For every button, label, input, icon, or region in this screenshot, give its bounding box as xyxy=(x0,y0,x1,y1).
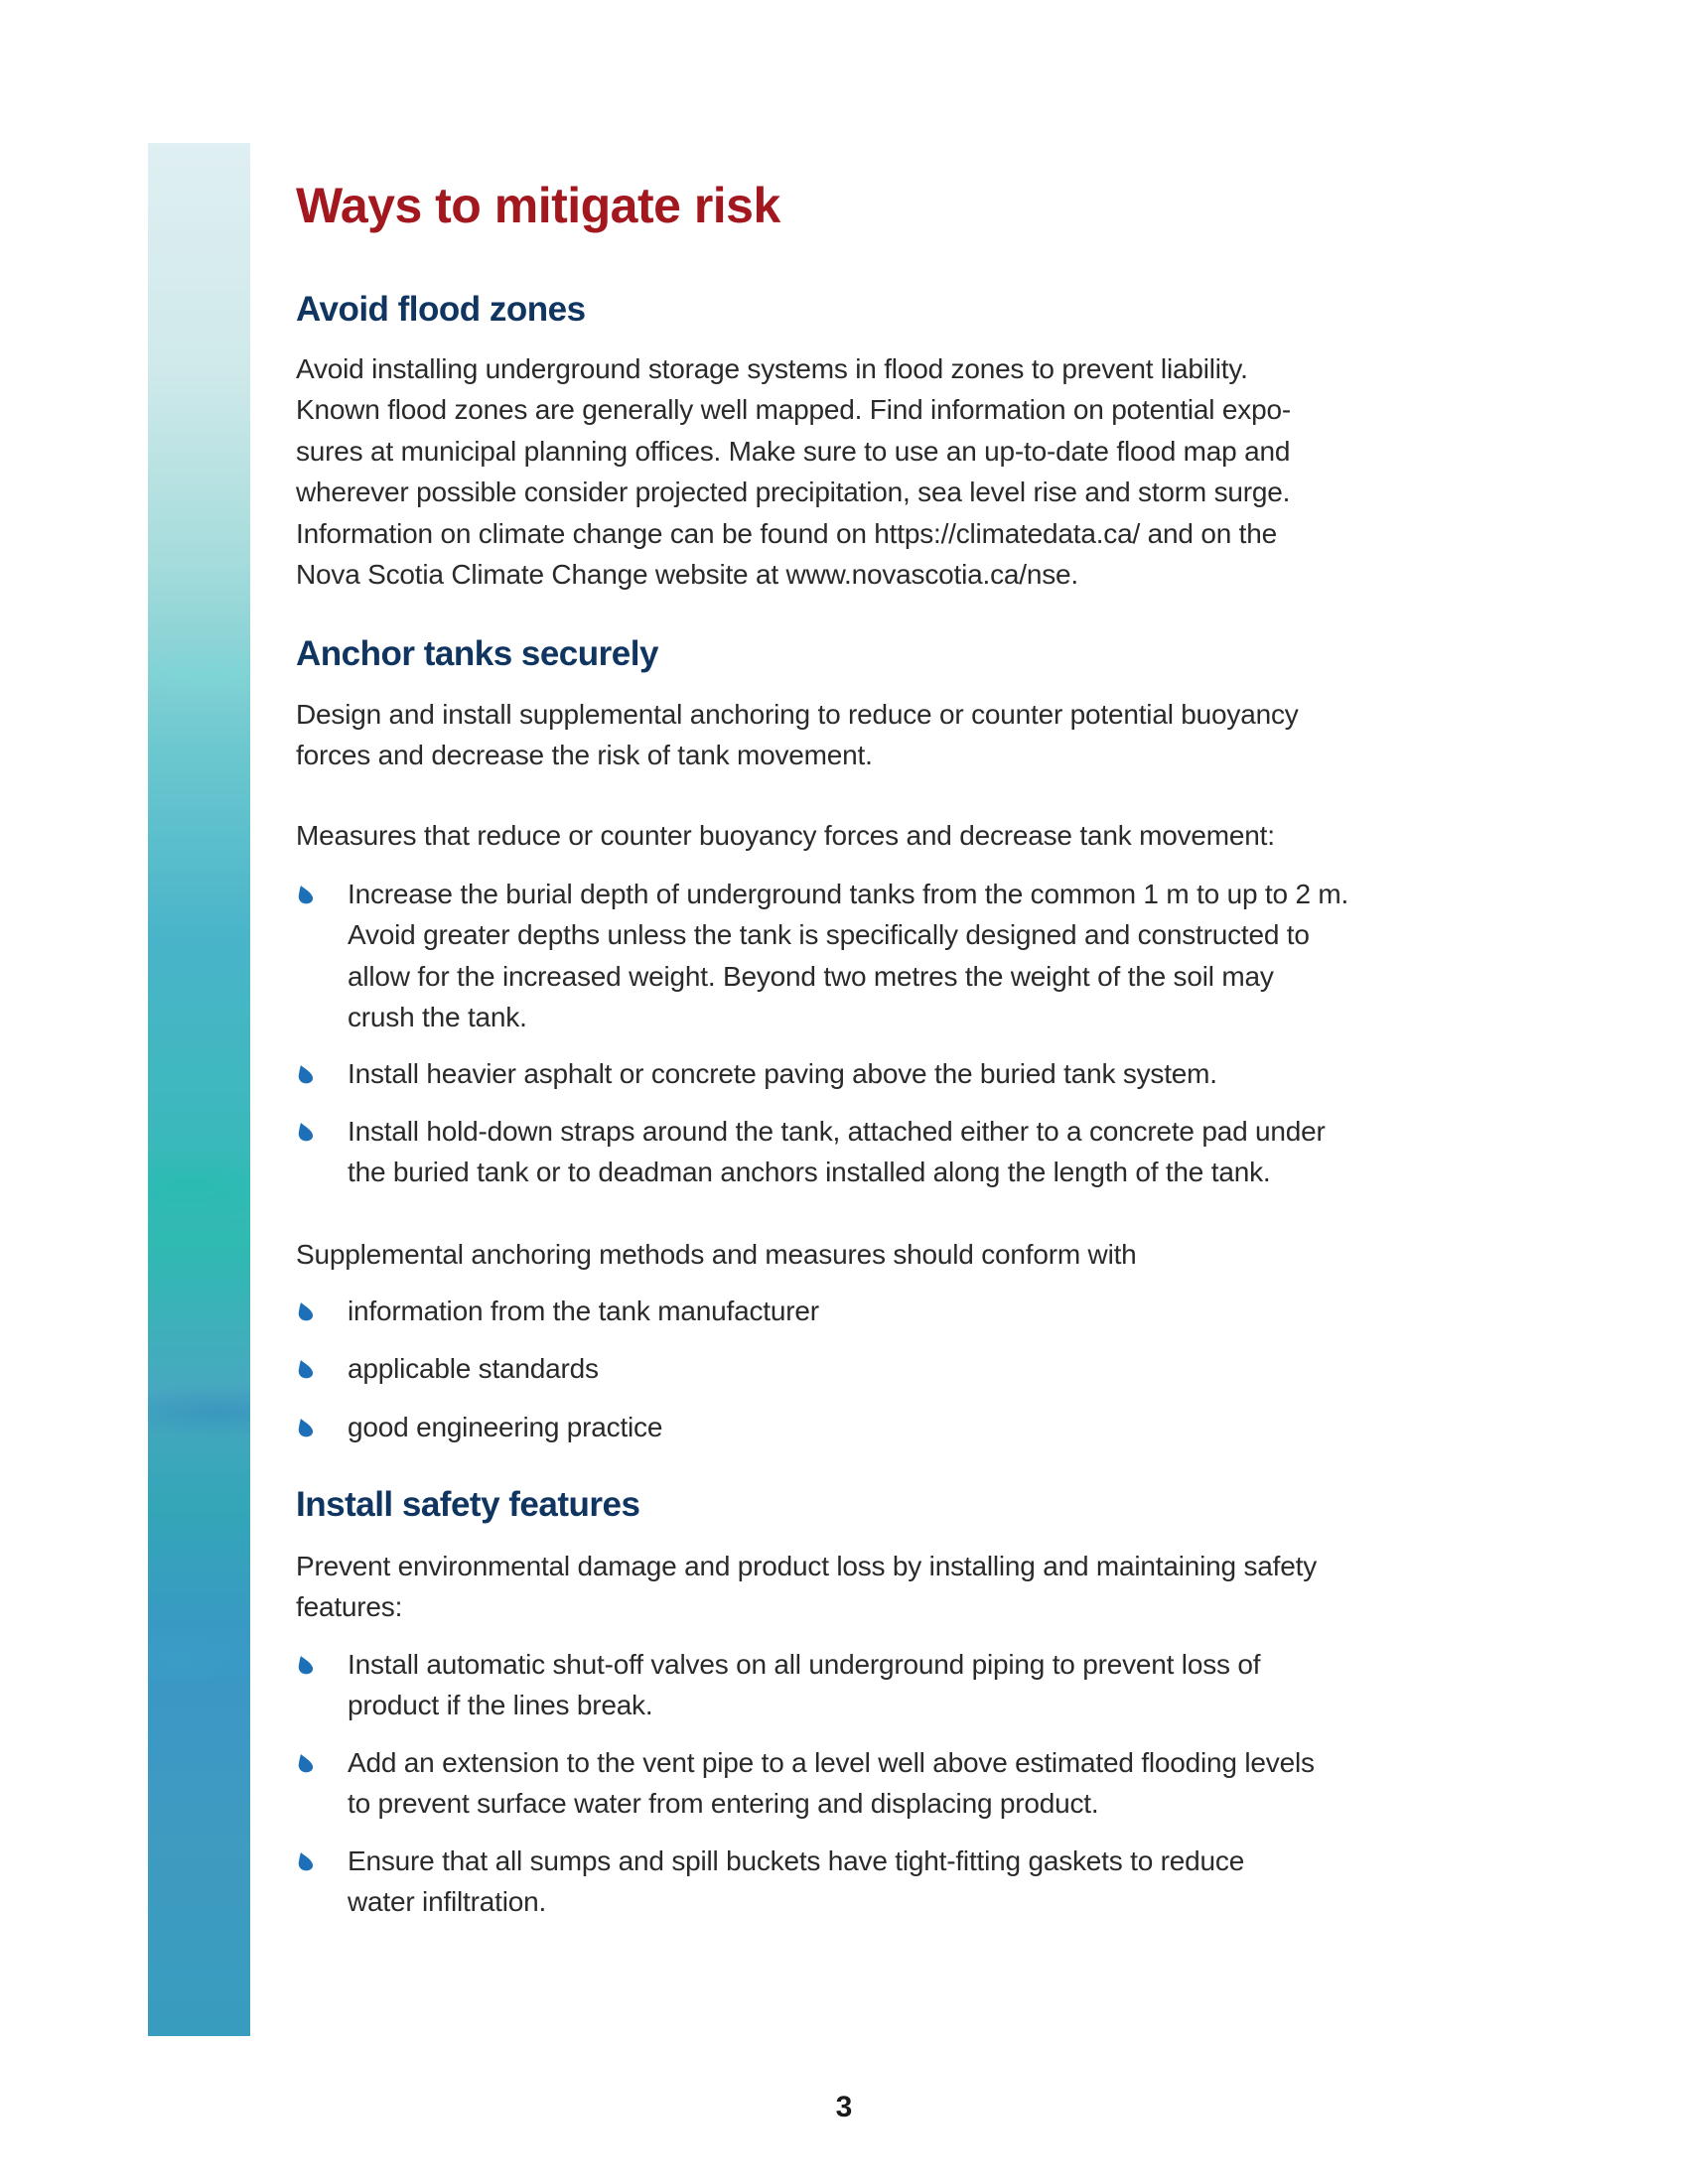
section-paragraph-avoid-flood-zones xyxy=(296,348,1291,595)
paragraph-line: sures at municipal planning offices. Make sure to use an up-to-date flood map and xyxy=(296,435,1291,467)
section-heading-anchor-tanks: Anchor tanks securely xyxy=(296,634,658,673)
paragraph-line: Known flood zones are generally well mapped. Find information on potential expo- xyxy=(296,394,1291,426)
list-item-line: Install heavier asphalt or concrete paving above the buried tank system. xyxy=(348,1058,1217,1089)
paragraph-line: Measures that reduce or counter buoyancy forces and decrease tank movement: xyxy=(296,820,1275,851)
water-drop-icon xyxy=(298,1656,314,1675)
page-title: Ways to mitigate risk xyxy=(296,178,780,233)
paragraph-line: features: xyxy=(296,1591,403,1623)
decorative-water-band xyxy=(148,143,250,2036)
water-drop-icon xyxy=(298,1754,314,1773)
list-item-line: Ensure that all sumps and spill buckets have tight-fitting gaskets to reduce xyxy=(348,1845,1245,1876)
list-item-line: applicable standards xyxy=(348,1353,599,1384)
list-item-text xyxy=(348,1841,1244,1923)
list-item-line: Avoid greater depths unless the tank is specifically designed and constructed to xyxy=(348,919,1310,951)
section-paragraph-safety-features xyxy=(296,1546,1317,1628)
list-item-line: information from the tank manufacturer xyxy=(348,1296,819,1326)
paragraph-line: Information on climate change can be found on https://climatedata.ca/ and on the xyxy=(296,517,1277,549)
list-item-text xyxy=(348,1644,1260,1726)
water-drop-icon xyxy=(298,1065,314,1084)
conform-intro xyxy=(296,1234,1137,1275)
list-item-line: to prevent surface water from entering and displacing product. xyxy=(348,1788,1099,1820)
list-item-line: the buried tank or to deadman anchors installed along the length of the tank. xyxy=(348,1157,1271,1188)
list-item-text xyxy=(348,874,1348,1038)
list-item-line: good engineering practice xyxy=(348,1412,663,1442)
list-item-line: Add an extension to the vent pipe to a level well above estimated flooding levels xyxy=(348,1747,1315,1778)
list-item-text xyxy=(348,1348,599,1389)
list-item-text xyxy=(348,1742,1315,1825)
list-item-line: crush the tank. xyxy=(348,1002,527,1033)
list-item-text xyxy=(348,1111,1326,1193)
section-paragraph-anchor-tanks xyxy=(296,694,1299,776)
page-number: 3 xyxy=(835,2091,853,2123)
measures-intro xyxy=(296,815,1275,856)
list-item-line: allow for the increased weight. Beyond two metres the weight of the soil may xyxy=(348,960,1274,992)
list-item-line: product if the lines break. xyxy=(348,1690,653,1721)
list-item-line: water infiltration. xyxy=(348,1886,547,1918)
paragraph-line: Supplemental anchoring methods and measures should conform with xyxy=(296,1239,1137,1270)
paragraph-line: Prevent environmental damage and product loss by installing and maintaining safety xyxy=(296,1551,1317,1581)
water-drop-icon xyxy=(298,1123,314,1142)
list-item-line: Install automatic shut-off valves on all underground piping to prevent loss of xyxy=(348,1649,1261,1680)
paragraph-line: Design and install supplemental anchoring to reduce or counter potential buoyancy xyxy=(296,699,1299,730)
paragraph-line: forces and decrease the risk of tank movement. xyxy=(296,740,873,771)
paragraph-line: Avoid installing underground storage systems in flood zones to prevent liability. xyxy=(296,353,1248,384)
list-item-line: Increase the burial depth of underground tanks from the common 1 m to up to 2 m. xyxy=(348,879,1349,909)
water-drop-icon xyxy=(298,886,314,904)
section-heading-install-safety-features: Install safety features xyxy=(296,1485,640,1524)
water-drop-icon xyxy=(298,1419,314,1437)
paragraph-line: Nova Scotia Climate Change website at www.novascotia.ca/nse. xyxy=(296,558,1078,590)
list-item-text xyxy=(348,1407,662,1447)
water-drop-icon xyxy=(298,1852,314,1871)
list-item-text xyxy=(348,1053,1217,1094)
list-item-text xyxy=(348,1291,819,1331)
water-drop-icon xyxy=(298,1302,314,1321)
list-item-line: Install hold-down straps around the tank, attached either to a concrete pad under xyxy=(348,1116,1326,1147)
section-heading-avoid-flood-zones: Avoid flood zones xyxy=(296,290,586,329)
water-drop-icon xyxy=(298,1360,314,1379)
paragraph-line: wherever possible consider projected precipitation, sea level rise and storm surge. xyxy=(296,477,1291,508)
